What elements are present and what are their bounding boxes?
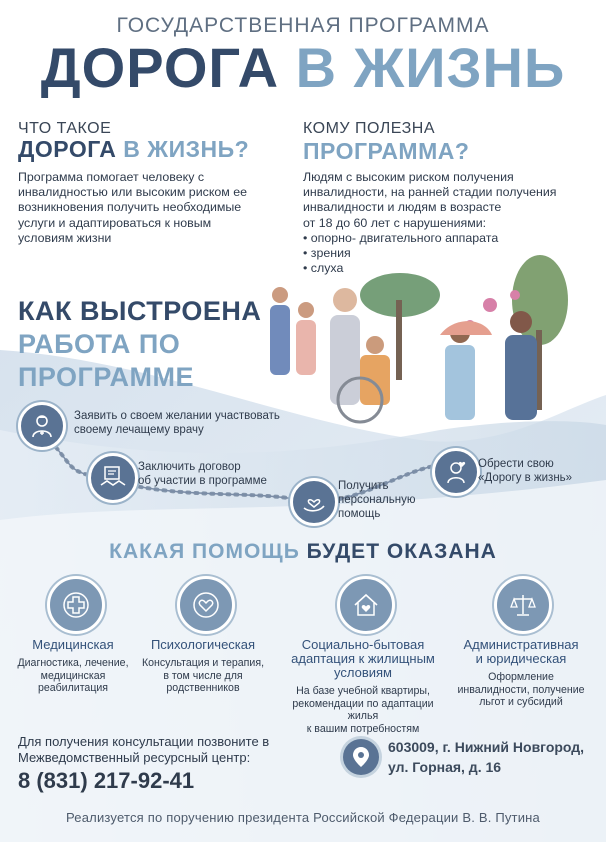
footer-note: Реализуется по поручению президента Российской Федерации В. В. Путина [66, 810, 540, 825]
list-item: • зрения [303, 246, 351, 261]
doctor-icon [29, 413, 55, 439]
help-medical-title: Медицинская [32, 637, 114, 652]
help-social-title: условиям [334, 665, 392, 680]
contact-line2: Межведомственный ресурсный центр: [18, 750, 251, 765]
text-line: льгот и субсидий [479, 696, 563, 709]
text-line: персональную [338, 494, 416, 506]
text-line: инвалидности, получение [457, 683, 585, 696]
what-is-heading-part2: В ЖИЗНЬ? [123, 136, 250, 162]
address-line1: 603009, г. Нижний Новгород, [388, 739, 585, 755]
text-line: Заявить о своем желании участвовать [74, 410, 280, 422]
what-is-heading [18, 136, 249, 163]
text-line: возникновения получить необходимые [18, 200, 242, 215]
text-line: об участии в программе [138, 475, 267, 487]
help-medical-desc [3, 657, 143, 695]
help-psych-circle [177, 576, 235, 634]
phone-number[interactable]: 8 (831) 217-92-41 [18, 768, 195, 793]
help-heading [0, 540, 606, 564]
scales-icon [508, 590, 538, 620]
text-line: «Дорогу в жизнь» [478, 472, 573, 484]
text-line: инвалидности, на ранней стадии получения [303, 185, 557, 200]
text-line: Людям с высоким риском получения [303, 170, 514, 184]
main-title-part1: ДОРОГА [40, 36, 280, 99]
location-pin-badge [343, 739, 379, 775]
text-line: родственников [166, 682, 240, 695]
help-psych [133, 638, 273, 695]
help-legal-title: Административная [463, 637, 579, 652]
main-title-part2: В ЖИЗНЬ [295, 36, 566, 99]
text-line: Заключить договор [138, 461, 241, 473]
what-is-text [18, 170, 293, 246]
help-social [278, 638, 448, 735]
text-line: своему лечащему врачу [74, 424, 204, 436]
help-psych-desc [133, 657, 273, 695]
contract-handshake-icon [99, 465, 127, 491]
text-line: к вашим потребностям [306, 722, 420, 735]
step-2-text [138, 460, 318, 488]
help-social-circle [337, 576, 395, 634]
medical-cross-icon [61, 590, 91, 620]
text-line: Диагностика, лечение, [17, 657, 129, 669]
help-social-title: адаптация к жилищным [291, 651, 435, 666]
help-legal-title: и юридическая [475, 651, 567, 666]
person-heart-icon [443, 459, 469, 485]
step-1-text [74, 409, 324, 437]
who-for-text [303, 170, 593, 276]
help-social-desc [278, 685, 448, 735]
who-for-caption: КОМУ ПОЛЕЗНА [303, 120, 435, 137]
text-line: Оформление [488, 671, 554, 683]
text-line: условиям жизни [18, 230, 112, 245]
heart-icon [191, 590, 221, 620]
program-label: ГОСУДАРСТВЕННАЯ ПРОГРАММА [116, 14, 490, 37]
what-is-caption: ЧТО ТАКОЕ [18, 120, 112, 137]
text-line: инвалидности и людям в возрасте [303, 200, 502, 215]
text-line: в том числе для [163, 669, 243, 682]
step-3-text [338, 479, 438, 521]
text-line: рекомендации по адаптации жилья [292, 697, 434, 723]
step-4-circle [432, 448, 480, 496]
help-social-title: Социально-бытовая [301, 637, 425, 652]
text-line: Получить [338, 480, 389, 492]
text-line: медицинская [40, 669, 106, 682]
how-heading-line3: ПРОГРАММЕ [18, 362, 194, 392]
heart-hand-icon [301, 490, 327, 514]
help-medical [3, 638, 143, 695]
main-title [0, 36, 606, 100]
help-legal-circle [494, 576, 552, 634]
text-line: реабилитация [37, 682, 109, 695]
step-2-circle [88, 453, 138, 503]
text-line: Консультация и терапия, [141, 657, 265, 669]
how-heading-line2: РАБОТА ПО [18, 329, 181, 359]
help-psych-title: Психологическая [150, 637, 256, 652]
what-is-heading-part1: ДОРОГА [18, 136, 117, 162]
list-item: • опорно- двигательного аппарата [303, 230, 499, 245]
house-heart-icon [351, 590, 381, 620]
contact-line1: Для получения консультации позвоните в [18, 734, 270, 749]
help-medical-circle [47, 576, 105, 634]
location-pin-icon [352, 746, 370, 768]
contact-text [18, 734, 269, 766]
text-line: от 18 до 60 лет с нарушениями: [303, 215, 487, 230]
step-4-text [478, 457, 598, 485]
text-line: На базе учебной квартиры, [296, 685, 430, 697]
step-3-circle [290, 478, 338, 526]
illustration-people [270, 255, 568, 422]
how-heading-line1: КАК ВЫСТРОЕНА [18, 296, 262, 326]
address-line2: ул. Горная, д. 16 [388, 759, 502, 775]
help-legal-desc [448, 671, 594, 709]
text-line: Программа помогает человеку с [18, 170, 205, 184]
help-heading-part2: БУДЕТ ОКАЗАНА [306, 540, 497, 563]
who-for-heading: ПРОГРАММА? [303, 138, 470, 164]
help-legal [448, 638, 594, 709]
list-item: • слуха [303, 261, 344, 276]
text-line: инвалидностью или высоким риском ее [18, 185, 248, 200]
text-line: услуги и адаптироваться к новым [18, 215, 212, 230]
address [388, 737, 584, 777]
step-1-circle [18, 402, 66, 450]
text-line: помощь [338, 508, 381, 520]
how-heading [18, 295, 261, 394]
text-line: Обрести свою [478, 458, 554, 470]
help-heading-part1: КАКАЯ ПОМОЩЬ [109, 540, 300, 563]
